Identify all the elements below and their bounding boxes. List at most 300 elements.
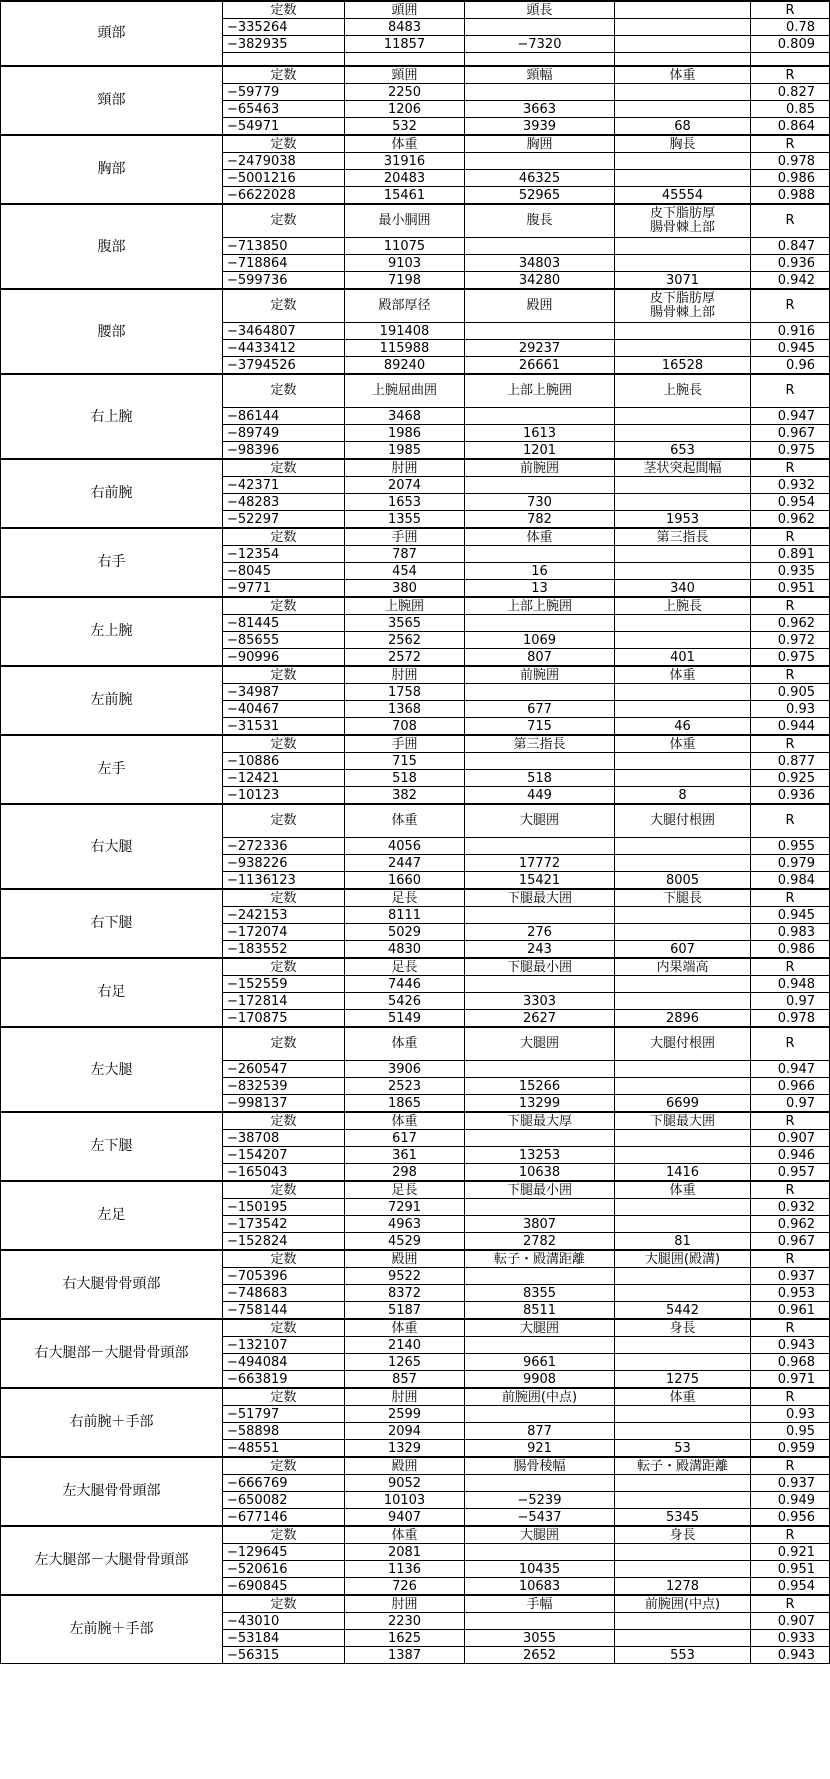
body-part-label: 頭部 <box>1 1 223 66</box>
constant-cell: −3794526 <box>223 357 345 375</box>
r-header: R <box>751 204 830 238</box>
coefficient-cell: 10103 <box>345 1492 465 1509</box>
constant-cell: −48283 <box>223 494 345 511</box>
coefficient-cell: 3906 <box>345 1061 465 1078</box>
coefficient-cell: 787 <box>345 546 465 563</box>
coefficient-cell <box>465 1199 615 1216</box>
r-header: R <box>751 289 830 323</box>
body-part-label: 右大腿骨骨頭部 <box>1 1250 223 1319</box>
constant-cell: −705396 <box>223 1268 345 1285</box>
r-value-cell: 0.951 <box>751 1561 830 1578</box>
r-value-cell: 0.905 <box>751 684 830 701</box>
r-value-cell: 0.968 <box>751 1354 830 1371</box>
coefficient-cell: 532 <box>345 118 465 136</box>
constant-cell: −58898 <box>223 1423 345 1440</box>
coefficient-cell <box>615 36 751 53</box>
constant-cell: −4433412 <box>223 340 345 357</box>
coefficient-cell: 2599 <box>345 1406 465 1423</box>
coefficient-cell: 3303 <box>465 993 615 1010</box>
constant-header: 定数 <box>223 1526 345 1544</box>
constant-header: 定数 <box>223 1181 345 1199</box>
r-value-cell: 0.78 <box>751 19 830 36</box>
section-header-row <box>1 804 830 838</box>
variable-header: 足長 <box>345 889 465 907</box>
constant-header: 定数 <box>223 1027 345 1061</box>
r-value-cell: 0.936 <box>751 787 830 805</box>
variable-header: 上腕長 <box>615 597 751 615</box>
coefficient-cell: 1865 <box>345 1095 465 1113</box>
r-value-cell: 0.891 <box>751 546 830 563</box>
r-value-cell: 0.972 <box>751 632 830 649</box>
section-header-row <box>1 135 830 153</box>
coefficient-cell: 10435 <box>465 1561 615 1578</box>
constant-cell: −3464807 <box>223 323 345 340</box>
coefficient-cell: 16528 <box>615 357 751 375</box>
r-value-cell: 0.943 <box>751 1337 830 1354</box>
r-value-cell: 0.961 <box>751 1302 830 1320</box>
coefficient-cell <box>465 84 615 101</box>
coefficient-cell: 9052 <box>345 1475 465 1492</box>
coefficient-cell <box>615 770 751 787</box>
constant-cell: −31531 <box>223 718 345 736</box>
coefficient-cell: 243 <box>465 941 615 959</box>
constant-cell: −81445 <box>223 615 345 632</box>
coefficient-cell: 877 <box>465 1423 615 1440</box>
coefficient-cell <box>615 1544 751 1561</box>
variable-header: 転子・殿溝距離 <box>465 1250 615 1268</box>
coefficient-cell: 1329 <box>345 1440 465 1458</box>
coefficient-cell: 1416 <box>615 1164 751 1182</box>
empty-cell <box>751 53 830 67</box>
coefficient-cell: 730 <box>465 494 615 511</box>
r-value-cell: 0.962 <box>751 511 830 529</box>
constant-cell: −65463 <box>223 101 345 118</box>
coefficient-cell: 518 <box>345 770 465 787</box>
empty-cell <box>223 53 345 67</box>
constant-cell: −260547 <box>223 1061 345 1078</box>
constant-cell: −154207 <box>223 1147 345 1164</box>
coefficient-cell <box>615 494 751 511</box>
coefficient-cell: 115988 <box>345 340 465 357</box>
variable-header: 前腕囲 <box>465 666 615 684</box>
variable-header: 上腕屈曲囲 <box>345 374 465 408</box>
empty-cell <box>615 53 751 67</box>
body-part-label: 左大腿部－大腿骨骨頭部 <box>1 1526 223 1595</box>
variable-header: 体重 <box>615 1388 751 1406</box>
r-header: R <box>751 889 830 907</box>
constant-cell: −34987 <box>223 684 345 701</box>
coefficient-cell: 2447 <box>345 855 465 872</box>
variable-header: 頸囲 <box>345 66 465 84</box>
variable-header: 体重 <box>345 1319 465 1337</box>
variable-header: 第三指長 <box>615 528 751 546</box>
constant-cell: −9771 <box>223 580 345 598</box>
coefficient-cell <box>615 1337 751 1354</box>
constant-cell: −53184 <box>223 1630 345 1647</box>
r-header: R <box>751 1526 830 1544</box>
coefficient-cell <box>615 425 751 442</box>
constant-header: 定数 <box>223 889 345 907</box>
r-value-cell: 0.967 <box>751 1233 830 1251</box>
coefficient-cell: 1275 <box>615 1371 751 1389</box>
coefficient-cell <box>615 976 751 993</box>
coefficient-cell: 1758 <box>345 684 465 701</box>
coefficient-cell <box>465 753 615 770</box>
coefficient-cell <box>615 1285 751 1302</box>
coefficient-cell: 298 <box>345 1164 465 1182</box>
variable-header: 体重 <box>345 804 465 838</box>
coefficient-cell: 8 <box>615 787 751 805</box>
variable-header: 手幅 <box>465 1595 615 1613</box>
section-header-row <box>1 958 830 976</box>
constant-cell: −170875 <box>223 1010 345 1028</box>
r-value-cell: 0.947 <box>751 408 830 425</box>
body-part-label: 頸部 <box>1 66 223 135</box>
section-header-row <box>1 1388 830 1406</box>
coefficient-cell <box>615 684 751 701</box>
coefficient-cell: 553 <box>615 1647 751 1664</box>
r-value-cell: 0.864 <box>751 118 830 136</box>
coefficient-cell: 1265 <box>345 1354 465 1371</box>
coefficient-cell: 361 <box>345 1147 465 1164</box>
variable-header: 第三指長 <box>465 735 615 753</box>
constant-cell: −12421 <box>223 770 345 787</box>
constant-cell: −938226 <box>223 855 345 872</box>
coefficient-cell: 1387 <box>345 1647 465 1664</box>
constant-header: 定数 <box>223 66 345 84</box>
coefficient-cell: 607 <box>615 941 751 959</box>
constant-cell: −335264 <box>223 19 345 36</box>
constant-cell: −666769 <box>223 1475 345 1492</box>
variable-header: 体重 <box>345 1112 465 1130</box>
body-part-label: 右下腿 <box>1 889 223 958</box>
section-header-row <box>1 1181 830 1199</box>
coefficient-cell: 3807 <box>465 1216 615 1233</box>
coefficient-cell: 1201 <box>465 442 615 460</box>
variable-header: 頭囲 <box>345 1 465 19</box>
variable-header: 下腿最小囲 <box>465 958 615 976</box>
coefficient-cell: 449 <box>465 787 615 805</box>
r-header: R <box>751 1595 830 1613</box>
coefficient-cell: 677 <box>465 701 615 718</box>
coefficient-cell: 454 <box>345 563 465 580</box>
constant-cell: −165043 <box>223 1164 345 1182</box>
coefficient-cell: 1206 <box>345 101 465 118</box>
coefficient-cell: 9103 <box>345 255 465 272</box>
constant-cell: −86144 <box>223 408 345 425</box>
constant-cell: −6622028 <box>223 187 345 205</box>
coefficient-cell: 617 <box>345 1130 465 1147</box>
section-header-row <box>1 1250 830 1268</box>
coefficient-cell: 3468 <box>345 408 465 425</box>
coefficient-cell: 13 <box>465 580 615 598</box>
variable-header: 下腿長 <box>615 889 751 907</box>
constant-cell: −152824 <box>223 1233 345 1251</box>
constant-cell: −90996 <box>223 649 345 667</box>
variable-header: 上腕囲 <box>345 597 465 615</box>
section-header-row <box>1 1027 830 1061</box>
r-value-cell: 0.986 <box>751 941 830 959</box>
constant-cell: −89749 <box>223 425 345 442</box>
coefficient-cell: −5239 <box>465 1492 615 1509</box>
body-part-label: 胸部 <box>1 135 223 204</box>
r-value-cell: 0.979 <box>751 855 830 872</box>
variable-header: 殿囲 <box>345 1250 465 1268</box>
coefficient-cell: 5442 <box>615 1302 751 1320</box>
coefficient-cell <box>615 1561 751 1578</box>
r-value-cell: 0.809 <box>751 36 830 53</box>
constant-cell: −85655 <box>223 632 345 649</box>
constant-cell: −183552 <box>223 941 345 959</box>
section-header-row <box>1 459 830 477</box>
variable-header: 体重 <box>615 66 751 84</box>
coefficient-cell: 11857 <box>345 36 465 53</box>
coefficient-cell: 1986 <box>345 425 465 442</box>
coefficient-cell <box>465 1475 615 1492</box>
coefficient-cell: −7320 <box>465 36 615 53</box>
r-header: R <box>751 1319 830 1337</box>
r-header: R <box>751 1250 830 1268</box>
constant-cell: −59779 <box>223 84 345 101</box>
coefficient-cell <box>465 546 615 563</box>
r-value-cell: 0.921 <box>751 1544 830 1561</box>
variable-header: 転子・殿溝距離 <box>615 1457 751 1475</box>
section-header-row <box>1 1526 830 1544</box>
variable-header: 殿囲 <box>345 1457 465 1475</box>
coefficient-cell: 2250 <box>345 84 465 101</box>
r-value-cell: 0.946 <box>751 1147 830 1164</box>
body-part-label: 腰部 <box>1 289 223 374</box>
body-part-label: 右足 <box>1 958 223 1027</box>
variable-header: 下腿最大囲 <box>465 889 615 907</box>
coefficient-cell: 5029 <box>345 924 465 941</box>
body-part-label: 左前腕 <box>1 666 223 735</box>
coefficient-cell: 7291 <box>345 1199 465 1216</box>
coefficient-cell: 29237 <box>465 340 615 357</box>
coefficient-cell: 401 <box>615 649 751 667</box>
body-part-label: 左大腿骨骨頭部 <box>1 1457 223 1526</box>
section-header-row <box>1 1595 830 1613</box>
variable-header: 大腿囲 <box>465 804 615 838</box>
constant-header: 定数 <box>223 204 345 238</box>
coefficient-cell <box>465 153 615 170</box>
coefficient-cell: 2572 <box>345 649 465 667</box>
coefficient-cell: 15266 <box>465 1078 615 1095</box>
coefficient-cell <box>615 924 751 941</box>
body-part-label: 右上腕 <box>1 374 223 459</box>
constant-cell: −54971 <box>223 118 345 136</box>
variable-header: 身長 <box>615 1526 751 1544</box>
r-value-cell: 0.916 <box>751 323 830 340</box>
coefficient-cell: 7198 <box>345 272 465 290</box>
variable-header: 手囲 <box>345 528 465 546</box>
section-header-row <box>1 1 830 19</box>
coefficient-cell: 2081 <box>345 1544 465 1561</box>
r-header: R <box>751 804 830 838</box>
variable-header: 前腕囲 <box>465 459 615 477</box>
coefficient-cell <box>465 1337 615 1354</box>
constant-cell: −150195 <box>223 1199 345 1216</box>
r-value-cell: 0.933 <box>751 1630 830 1647</box>
constant-cell: −272336 <box>223 838 345 855</box>
coefficient-cell <box>615 1475 751 1492</box>
coefficient-cell <box>615 170 751 187</box>
coefficient-cell: 8511 <box>465 1302 615 1320</box>
variable-header: 腹長 <box>465 204 615 238</box>
coefficient-cell: 2140 <box>345 1337 465 1354</box>
coefficient-cell: 2652 <box>465 1647 615 1664</box>
coefficient-cell: 9661 <box>465 1354 615 1371</box>
body-part-label: 右前腕 <box>1 459 223 528</box>
section-header-row <box>1 528 830 546</box>
constant-header: 定数 <box>223 1457 345 1475</box>
section-header-row <box>1 204 830 238</box>
coefficient-cell <box>615 907 751 924</box>
variable-header: 手囲 <box>345 735 465 753</box>
coefficient-cell: 20483 <box>345 170 465 187</box>
coefficient-cell: −5437 <box>465 1509 615 1527</box>
r-value-cell: 0.962 <box>751 615 830 632</box>
coefficient-cell: 1278 <box>615 1578 751 1596</box>
r-value-cell: 0.97 <box>751 1095 830 1113</box>
coefficient-cell <box>465 1061 615 1078</box>
coefficient-cell <box>615 408 751 425</box>
coefficient-cell: 2562 <box>345 632 465 649</box>
r-header: R <box>751 135 830 153</box>
r-value-cell: 0.967 <box>751 425 830 442</box>
coefficient-cell <box>465 838 615 855</box>
constant-cell: −1136123 <box>223 872 345 890</box>
constant-cell: −10123 <box>223 787 345 805</box>
variable-header: 胸長 <box>615 135 751 153</box>
coefficient-cell <box>615 753 751 770</box>
constant-cell: −40467 <box>223 701 345 718</box>
constant-header: 定数 <box>223 1388 345 1406</box>
coefficient-cell: 1653 <box>345 494 465 511</box>
coefficient-cell: 5187 <box>345 1302 465 1320</box>
r-value-cell: 0.925 <box>751 770 830 787</box>
variable-header: 体重 <box>465 528 615 546</box>
r-value-cell: 0.975 <box>751 442 830 460</box>
constant-cell: −129645 <box>223 1544 345 1561</box>
coefficient-cell: 26661 <box>465 357 615 375</box>
section-header-row <box>1 735 830 753</box>
r-value-cell: 0.988 <box>751 187 830 205</box>
coefficient-cell: 81 <box>615 1233 751 1251</box>
coefficient-cell: 2094 <box>345 1423 465 1440</box>
coefficient-cell: 17772 <box>465 855 615 872</box>
coefficient-cell: 1136 <box>345 1561 465 1578</box>
coefficient-cell: 3565 <box>345 615 465 632</box>
r-value-cell: 0.944 <box>751 718 830 736</box>
coefficient-cell: 8372 <box>345 1285 465 1302</box>
variable-header: 肘囲 <box>345 666 465 684</box>
section-header-row <box>1 374 830 408</box>
constant-header: 定数 <box>223 289 345 323</box>
coefficient-cell: 11075 <box>345 238 465 255</box>
coefficient-cell <box>615 563 751 580</box>
r-value-cell: 0.877 <box>751 753 830 770</box>
coefficient-cell <box>615 993 751 1010</box>
coefficient-cell <box>615 1130 751 1147</box>
r-value-cell: 0.975 <box>751 649 830 667</box>
variable-header: 皮下脂肪厚 腸骨棘上部 <box>615 204 751 238</box>
r-value-cell: 0.95 <box>751 1423 830 1440</box>
coefficient-cell <box>465 1544 615 1561</box>
r-value-cell: 0.937 <box>751 1475 830 1492</box>
coefficient-cell <box>465 408 615 425</box>
r-header: R <box>751 459 830 477</box>
constant-header: 定数 <box>223 528 345 546</box>
constant-cell: −132107 <box>223 1337 345 1354</box>
constant-cell: −2479038 <box>223 153 345 170</box>
variable-header: 上部上腕囲 <box>465 597 615 615</box>
coefficient-cell <box>465 976 615 993</box>
coefficient-cell: 31916 <box>345 153 465 170</box>
coefficient-cell: 653 <box>615 442 751 460</box>
coefficient-cell <box>465 1613 615 1630</box>
constant-cell: −42371 <box>223 477 345 494</box>
r-value-cell: 0.953 <box>751 1285 830 1302</box>
coefficient-cell: 1625 <box>345 1630 465 1647</box>
coefficient-cell: 715 <box>345 753 465 770</box>
variable-header: 前腕囲(中点) <box>465 1388 615 1406</box>
r-value-cell: 0.966 <box>751 1078 830 1095</box>
r-value-cell: 0.936 <box>751 255 830 272</box>
variable-header: 体重 <box>615 735 751 753</box>
constant-cell: −650082 <box>223 1492 345 1509</box>
variable-header: 肘囲 <box>345 1595 465 1613</box>
constant-cell: −663819 <box>223 1371 345 1389</box>
constant-cell: −52297 <box>223 511 345 529</box>
variable-header: 胸囲 <box>465 135 615 153</box>
variable-header: 殿部厚径 <box>345 289 465 323</box>
r-value-cell: 0.96 <box>751 357 830 375</box>
r-value-cell: 0.93 <box>751 1406 830 1423</box>
variable-header: 体重 <box>345 135 465 153</box>
r-header: R <box>751 1 830 19</box>
constant-header: 定数 <box>223 1 345 19</box>
r-header: R <box>751 66 830 84</box>
constant-cell: −713850 <box>223 238 345 255</box>
r-header: R <box>751 1457 830 1475</box>
constant-header: 定数 <box>223 1319 345 1337</box>
r-value-cell: 0.959 <box>751 1440 830 1458</box>
coefficient-cell: 10638 <box>465 1164 615 1182</box>
coefficient-cell: 3939 <box>465 118 615 136</box>
variable-header: 頸幅 <box>465 66 615 84</box>
r-value-cell: 0.97 <box>751 993 830 1010</box>
coefficient-cell <box>465 238 615 255</box>
coefficient-cell: 3055 <box>465 1630 615 1647</box>
coefficient-cell <box>615 701 751 718</box>
coefficient-cell <box>615 153 751 170</box>
coefficient-cell: 34280 <box>465 272 615 290</box>
coefficient-cell: 5149 <box>345 1010 465 1028</box>
section-header-row <box>1 666 830 684</box>
r-header: R <box>751 735 830 753</box>
constant-header: 定数 <box>223 1595 345 1613</box>
r-value-cell: 0.932 <box>751 477 830 494</box>
constant-cell: −51797 <box>223 1406 345 1423</box>
constant-cell: −38708 <box>223 1130 345 1147</box>
coefficient-cell <box>615 1199 751 1216</box>
coefficient-cell: 15421 <box>465 872 615 890</box>
coefficient-cell <box>615 546 751 563</box>
r-value-cell: 0.962 <box>751 1216 830 1233</box>
coefficient-cell: 6699 <box>615 1095 751 1113</box>
r-header: R <box>751 374 830 408</box>
